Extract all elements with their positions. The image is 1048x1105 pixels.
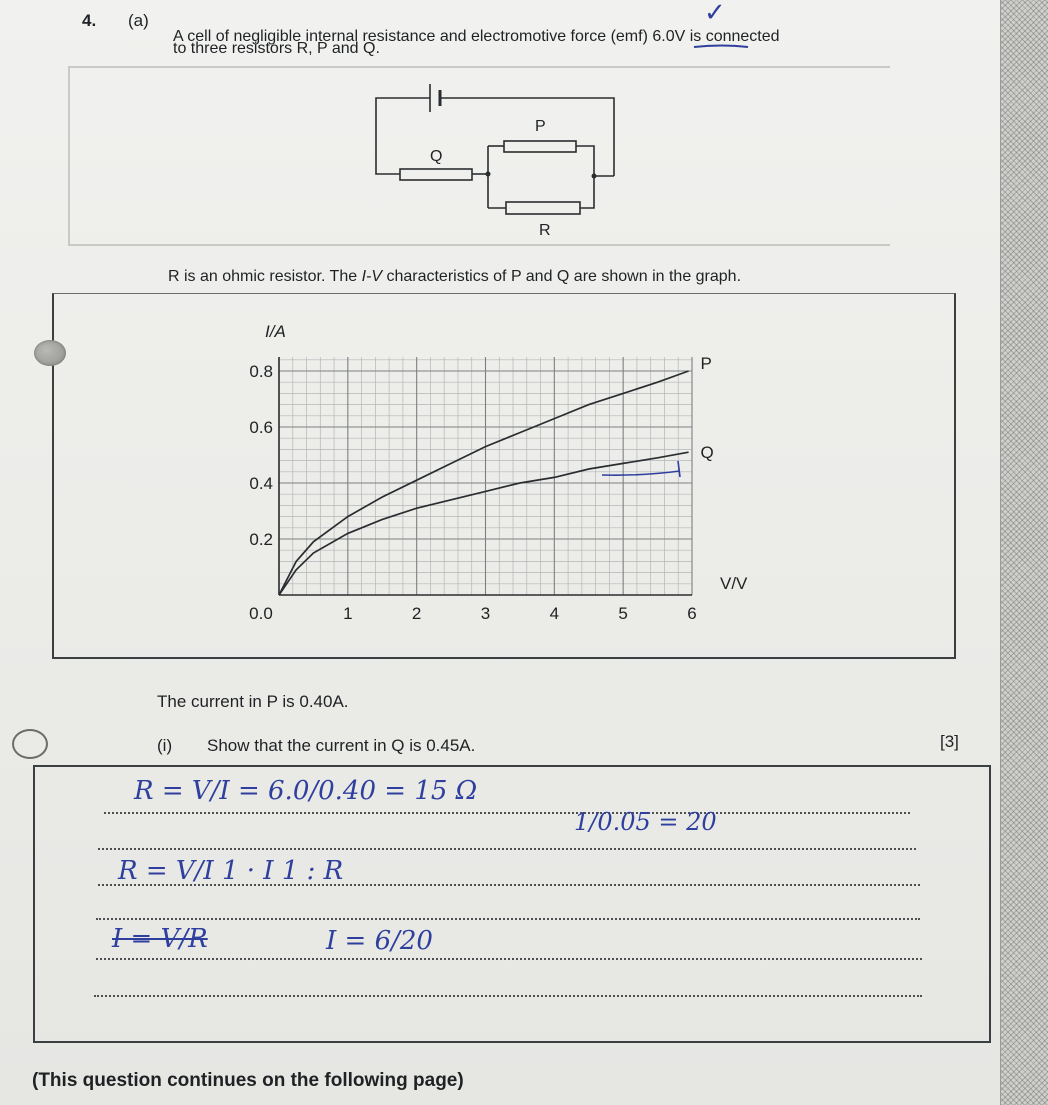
series-label-p: P	[700, 354, 712, 373]
answer-line-6[interactable]	[94, 995, 922, 997]
series-label-q: Q	[700, 443, 714, 463]
x-tick-label: 4	[549, 604, 560, 623]
resistor-p-symbol	[504, 141, 576, 152]
resistor-r-symbol	[506, 202, 580, 214]
y-tick-label: 0.2	[249, 530, 273, 549]
answer-line-2[interactable]	[98, 848, 916, 850]
graph-intro-italic: I-V	[361, 268, 383, 285]
series-line-q	[279, 452, 689, 595]
handwriting-struck: I = V/R	[112, 924, 208, 954]
circuit-wire-top	[440, 98, 614, 176]
x-axis-label: V/V	[720, 574, 748, 593]
x-tick-label: 3	[480, 604, 491, 623]
x-tick-label: 2	[411, 604, 422, 623]
emf-underline	[692, 42, 750, 50]
answer-line-1[interactable]	[104, 812, 910, 814]
circuit-label-r: R	[539, 222, 551, 239]
graph-intro-before: R is an ohmic resistor. The	[168, 268, 362, 285]
binder-edge	[1000, 0, 1048, 1105]
graph-intro-after: characteristics of P and Q are shown in the graph.	[382, 268, 742, 285]
sub-part-text: Show that the current in Q is 0.45A.	[207, 736, 476, 755]
junction-right	[592, 174, 597, 179]
ink-annotation-q	[602, 461, 680, 477]
x-tick-label: 0.0	[249, 604, 273, 623]
chart-grid-major	[279, 357, 692, 595]
current-statement: The current in P is 0.40A.	[157, 692, 349, 711]
resistor-q-symbol	[400, 169, 472, 180]
y-tick-label: 0.4	[249, 474, 273, 493]
answer-line-4[interactable]	[96, 918, 920, 920]
x-tick-label: 1	[343, 604, 353, 623]
circuit-label-p: P	[535, 118, 546, 135]
question-stem-line-2: to three resistors R, P and Q.	[173, 40, 380, 57]
question-number: 4.	[82, 11, 97, 30]
handwriting-line-1: R = V/I = 6.0/0.40 = 15 Ω	[134, 776, 478, 806]
graph-intro	[168, 268, 741, 286]
answer-line-5[interactable]	[96, 958, 922, 960]
junction-left	[486, 172, 491, 177]
question-stem-line-1: A cell of negligible internal resistance and electromotive force (emf) 6.0V is connected	[173, 28, 780, 45]
iv-characteristics-chart	[52, 293, 956, 659]
x-tick-label: 6	[687, 604, 697, 623]
circuit-wire-left	[376, 98, 430, 174]
y-axis-label: I/A	[265, 322, 286, 341]
answer-box[interactable]	[33, 765, 991, 1043]
punch-hole-upper	[34, 340, 66, 366]
y-tick-label: 0.6	[249, 418, 273, 437]
circuit-diagram	[360, 70, 640, 250]
handwriting-line-3: I = 6/20	[326, 926, 433, 956]
x-tick-label: 5	[618, 604, 628, 623]
circuit-wire-parallel-right	[576, 146, 594, 208]
sub-part-marks: [3]	[940, 732, 959, 751]
handwriting-line-2: R = V/I 1 · I 1 : R	[118, 856, 344, 886]
continuation-footer: (This question continues on the following page)	[32, 1070, 464, 1091]
circuit-label-q: Q	[430, 148, 443, 165]
punch-hole-lower	[12, 729, 48, 759]
sub-part-number: (i)	[157, 736, 173, 755]
teacher-tick-mark: ✓	[704, 0, 726, 28]
y-tick-label: 0.8	[249, 362, 273, 381]
handwriting-fraction: 1/0.05 = 20	[574, 808, 717, 836]
question-part: (a)	[128, 11, 149, 30]
